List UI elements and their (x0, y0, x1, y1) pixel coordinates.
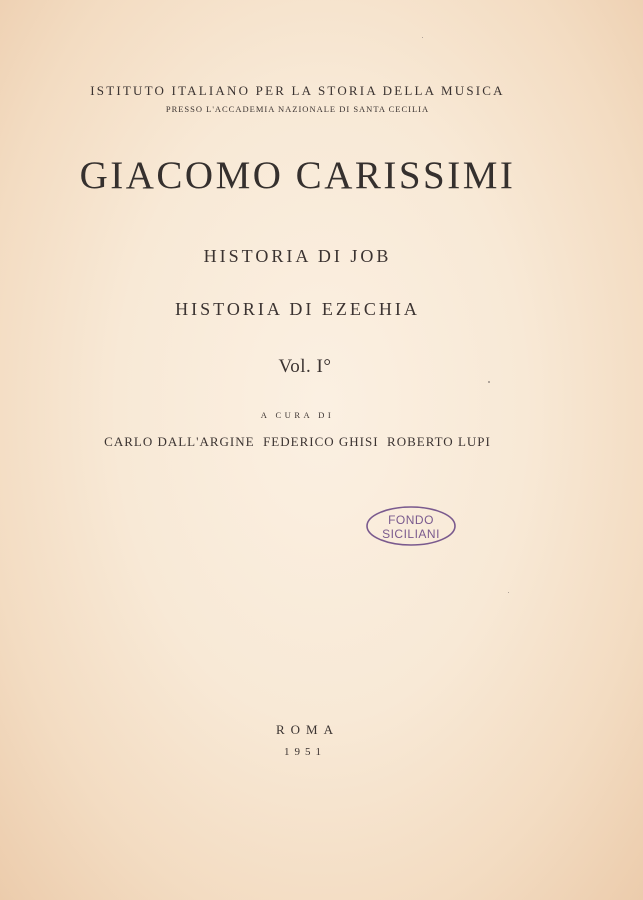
edited-by-label: A CURA DI (260, 410, 335, 420)
institute-affiliation: PRESSO L'ACCADEMIA NAZIONALE DI SANTA CECILIA (165, 104, 430, 114)
paper-speck (508, 592, 509, 593)
publication-city: ROMA (275, 722, 339, 737)
publication-year: 1951 (284, 746, 326, 758)
institute-name: ISTITUTO ITALIANO PER LA STORIA DELLA MUSICA (90, 83, 505, 98)
fondo-siciliani-stamp (365, 505, 457, 547)
editors-names: CARLO DALL'ARGINE FEDERICO GHISI ROBERTO LUPI (104, 434, 491, 449)
volume-number: Vol. I° (278, 356, 332, 377)
paper-speck (488, 381, 490, 383)
work-title-ezechia: HISTORIA DI EZECHIA (175, 299, 420, 319)
stamp-line-siciliani: SICILIANI (382, 527, 440, 541)
work-title-job: HISTORIA DI JOB (203, 246, 392, 266)
paper-speck (422, 37, 423, 38)
stamp-line-fondo: FONDO (388, 513, 434, 527)
composer-name: GIACOMO CARISSIMI (79, 154, 516, 197)
